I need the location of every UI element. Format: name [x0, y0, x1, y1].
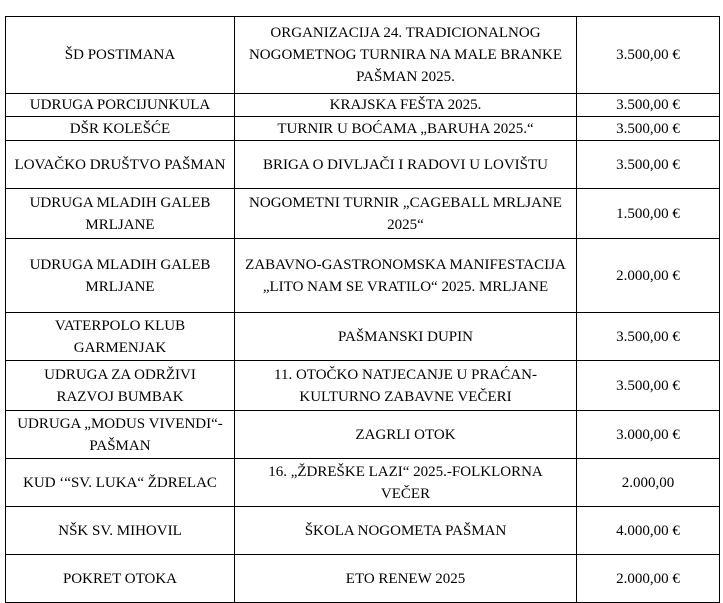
amount-cell: 4.000,00 € [577, 507, 720, 555]
organization-cell: KUD ‘“SV. LUKA“ ŽDRELAC [6, 459, 235, 507]
project-cell: 16. „ŽDREŠKE LAZI“ 2025.-FOLKLORNA VEČER [235, 459, 577, 507]
amount-cell: 3.500,00 € [577, 117, 720, 141]
organization-cell: UDRUGA MLADIH GALEB MRLJANE [6, 239, 235, 313]
amount-cell: 2.000,00 € [577, 239, 720, 313]
project-cell: NOGOMETNI TURNIR „CAGEBALL MRLJANE 2025“ [235, 189, 577, 239]
table-row [6, 411, 720, 459]
project-cell: ZABAVNO-GASTRONOMSKA MANIFESTACIJA „LITO NAM SE VRATILO“ 2025. MRLJANE [235, 239, 577, 313]
table-row [6, 555, 720, 603]
amount-cell: 2.000,00 [577, 459, 720, 507]
amount-cell: 2.000,00 € [577, 555, 720, 603]
organization-cell: LOVAČKO DRUŠTVO PAŠMAN [6, 141, 235, 189]
project-cell: PAŠMANSKI DUPIN [235, 313, 577, 361]
organization-cell: UDRUGA „MODUS VIVENDI“-PAŠMAN [6, 411, 235, 459]
table-row [6, 94, 720, 117]
organization-cell: UDRUGA PORCIJUNKULA [6, 94, 235, 117]
table-row [6, 507, 720, 555]
project-cell: ŠKOLA NOGOMETA PAŠMAN [235, 507, 577, 555]
amount-cell: 3.500,00 € [577, 17, 720, 94]
table-row [6, 239, 720, 313]
project-cell: TURNIR U BOĆAMA „BARUHA 2025.“ [235, 117, 577, 141]
organization-cell: VATERPOLO KLUB GARMENJAK [6, 313, 235, 361]
organization-cell: POKRET OTOKA [6, 555, 235, 603]
project-cell: ORGANIZACIJA 24. TRADICIONALNOG NOGOMETNOG TURNIRA NA MALE BRANKE PAŠMAN 2025. [235, 17, 577, 94]
organization-cell: NŠK SV. MIHOVIL [6, 507, 235, 555]
project-cell: BRIGA O DIVLJAČI I RADOVI U LOVIŠTU [235, 141, 577, 189]
amount-cell: 3.500,00 € [577, 313, 720, 361]
organization-cell: DŠR KOLEŠĆE [6, 117, 235, 141]
organization-cell: UDRUGA ZA ODRŽIVI RAZVOJ BUMBAK [6, 361, 235, 411]
project-cell: ZAGRLI OTOK [235, 411, 577, 459]
project-cell: KRAJSKA FEŠTA 2025. [235, 94, 577, 117]
amount-cell: 1.500,00 € [577, 189, 720, 239]
amount-cell: 3.500,00 € [577, 361, 720, 411]
table-row [6, 17, 720, 94]
table-row [6, 313, 720, 361]
amount-cell: 3.500,00 € [577, 141, 720, 189]
table-row [6, 117, 720, 141]
organization-cell: UDRUGA MLADIH GALEB MRLJANE [6, 189, 235, 239]
amount-cell: 3.500,00 € [577, 94, 720, 117]
grants-table [5, 16, 720, 603]
project-cell: ETO RENEW 2025 [235, 555, 577, 603]
table-row [6, 189, 720, 239]
amount-cell: 3.000,00 € [577, 411, 720, 459]
table-row [6, 459, 720, 507]
organization-cell: ŠD POSTIMANA [6, 17, 235, 94]
table-row [6, 141, 720, 189]
table-row [6, 361, 720, 411]
project-cell: 11. OTOČKO NATJECANJE U PRAĆAN-KULTURNO ZABAVNE VEČERI [235, 361, 577, 411]
